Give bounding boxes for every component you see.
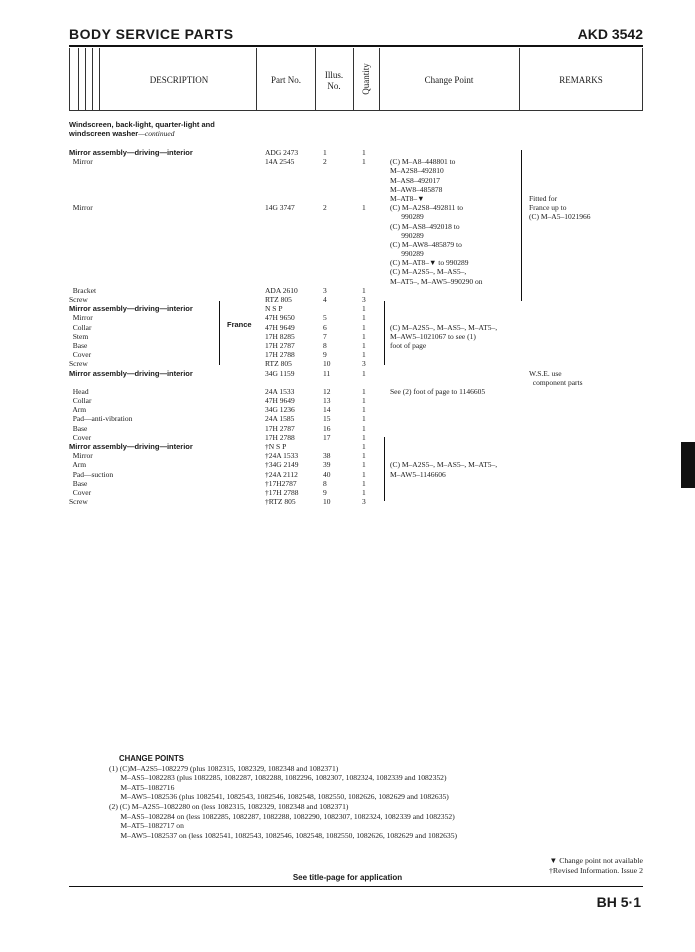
cell-il: 3 (323, 285, 327, 295)
cell-cp: See (2) foot of page to 1146605 (390, 386, 486, 396)
cell-rm: Fitted for (529, 193, 558, 203)
table-row (69, 378, 649, 387)
table-row (69, 350, 649, 359)
cell-rm: France up to (529, 203, 567, 213)
table-row (69, 470, 649, 479)
col-part-no: Part No. (271, 75, 301, 85)
cell-qt: 1 (362, 423, 366, 433)
change-point-line: M–AW5–1082537 on (less 1082541, 1082543, 1082546, 1082548, 1082550, 1082626, 1082629 and 1082635) (109, 830, 458, 840)
cell-qt: 1 (362, 442, 366, 451)
cell-il: 5 (323, 313, 327, 323)
table-row (69, 387, 649, 396)
cell-il: 14 (323, 405, 331, 415)
cell-il: 16 (323, 423, 331, 433)
table-row (69, 479, 649, 488)
cell-il: 15 (323, 414, 331, 424)
cell-qt: 1 (362, 432, 366, 442)
cell-rm: (C) M–A5–1021966 (529, 212, 591, 222)
cell-rm: W.S.E. use (529, 368, 562, 378)
cell-qt: 1 (362, 469, 366, 479)
col-quantity: Quantity (361, 63, 371, 95)
cell-il: 10 (323, 359, 331, 369)
table-row (69, 460, 649, 469)
cell-desc: Base (69, 478, 88, 488)
cell-qt: 1 (362, 460, 366, 470)
cell-desc: Cover (69, 432, 92, 442)
change-point-line: (1) (C)M–A2S5–1082279 (plus 1082315, 1082329, 1082348 and 1082371) (109, 763, 339, 773)
cell-il: 38 (323, 451, 331, 461)
cell-cp: (C) M–A2S5–, M–AS5–, (390, 267, 467, 277)
cell-desc: Cover (69, 487, 92, 497)
cell-il: 2 (323, 157, 327, 167)
column-header (69, 48, 643, 110)
cell-il: 11 (323, 368, 331, 378)
bracket-left (219, 301, 220, 365)
cell-cp: M–AW5–1146606 (390, 469, 446, 479)
table-row (69, 414, 649, 423)
cell-cp: (C) M–AS8–492018 to (390, 221, 460, 231)
cell-il: 4 (323, 295, 327, 304)
cell-qt: 1 (362, 148, 366, 157)
table-row (69, 267, 649, 276)
cell-desc: Mirror (69, 157, 93, 167)
cell-qt: 1 (362, 340, 366, 350)
table-row (69, 212, 649, 221)
cell-cp: (C) M–A2S8–492811 to (390, 203, 464, 213)
cell-desc: Screw (69, 295, 88, 304)
header-rule (69, 45, 643, 47)
cell-rm: component parts (529, 377, 583, 387)
table-row (69, 424, 649, 433)
cell-il: 12 (323, 386, 331, 396)
cell-desc: Head (69, 386, 89, 396)
table-row (69, 433, 649, 442)
cell-qt: 1 (362, 304, 366, 314)
cell-desc: Base (69, 340, 88, 350)
change-point-line: M–AT5–1082716 (109, 782, 175, 792)
cell-qt: 1 (362, 487, 366, 497)
cell-pn: †24A 1533 (265, 451, 299, 461)
bracket-france (521, 150, 522, 301)
cell-pn: RTZ 805 (265, 359, 292, 369)
cell-qt: 1 (362, 396, 366, 406)
parts-rows (69, 148, 649, 506)
cell-qt: 1 (362, 157, 366, 167)
section-title: Windscreen, back-light, quarter-light and (69, 120, 215, 129)
cell-cp: M–A2S8–492810 (390, 166, 444, 176)
cell-pn: N S P (265, 304, 283, 314)
cell-cp: (C) M–A2S5–, M–AS5–, M–AT5–, (390, 460, 498, 470)
cell-il: 17 (323, 432, 331, 442)
section-title-2: windscreen washer (69, 129, 139, 138)
footer-rule (69, 886, 643, 887)
table-row (69, 313, 649, 322)
table-row (69, 258, 649, 267)
cell-desc: Mirror assembly—driving—interior (69, 442, 193, 451)
cell-il: 9 (323, 487, 327, 497)
table-row (69, 323, 649, 332)
change-point-line: M–AT5–1082717 on (109, 821, 184, 831)
cell-cp: (C) M–A2S5–, M–AS5–, M–AT5–, (390, 322, 498, 332)
table-row (69, 396, 649, 405)
cell-pn: 17H 2788 (265, 432, 295, 442)
change-points-title: CHANGE POINTS (119, 754, 184, 763)
cell-qt: 1 (362, 478, 366, 488)
col-illus: Illus. (324, 70, 344, 80)
cell-pn: †17H2787 (265, 478, 297, 488)
table-row (69, 442, 649, 451)
table-row (69, 222, 649, 231)
cell-cp: (C) M–AW8–485879 to (390, 239, 462, 249)
footer-note: See title-page for application (292, 873, 403, 882)
table-row (69, 240, 649, 249)
cell-qt: 1 (362, 350, 366, 360)
cell-pn: 17H 8285 (265, 331, 295, 341)
cell-desc: Mirror assembly—driving—interior (69, 304, 193, 314)
table-row (69, 194, 649, 203)
table-row (69, 451, 649, 460)
cell-pn: 47H 9649 (265, 322, 295, 332)
cell-pn: 17H 2787 (265, 340, 295, 350)
change-points-lines (109, 764, 457, 841)
table-row (69, 231, 649, 240)
cell-cp: foot of page (390, 340, 427, 350)
cell-qt: 1 (362, 368, 366, 378)
cell-desc: Screw (69, 359, 88, 369)
cell-il: 8 (323, 340, 327, 350)
cell-il: 13 (323, 396, 331, 406)
table-row (69, 203, 649, 212)
col-change-point: Change Point (424, 75, 474, 85)
cell-desc: Collar (69, 322, 92, 332)
change-point-line: M–AW5–1082536 (plus 1082541, 1082543, 1082546, 1082548, 1082550, 1082626, 1082629 and 1082635) (109, 792, 449, 802)
cell-pn: 14A 2545 (265, 157, 295, 167)
cell-cp: 990289 (390, 230, 424, 240)
cell-desc: Base (69, 423, 88, 433)
cell-qt: 1 (362, 386, 366, 396)
parts-table (69, 120, 649, 506)
cell-cp: M–AT8–▼ (390, 193, 425, 203)
cell-pn: 34G 1236 (265, 405, 295, 415)
cell-cp: (C) M–AT8–▼ to 990289 (390, 258, 469, 268)
cell-pn: †17H 2788 (265, 487, 299, 497)
table-row (69, 249, 649, 258)
table-row (69, 488, 649, 497)
legend-line-1: ▼ Change point not available (549, 856, 643, 865)
cell-desc: Pad—suction (69, 469, 114, 479)
change-point-line: M–AS5–1082284 on (less 1082285, 1082287, 1082288, 1082290, 1082307, 1082324, 1082339 and 1082352) (109, 811, 455, 821)
cell-il: 40 (323, 469, 331, 479)
cell-qt: 1 (362, 313, 366, 323)
cell-cp: M–AW8–485878 (390, 184, 443, 194)
cell-pn: 47H 9649 (265, 396, 295, 406)
france-label: France (227, 320, 252, 329)
table-row (69, 295, 649, 304)
table-row (69, 166, 649, 175)
cell-pn: 24A 1585 (265, 414, 295, 424)
table-row (69, 304, 649, 313)
cell-desc: Mirror assembly—driving—interior (69, 148, 193, 157)
cell-qt: 1 (362, 405, 366, 415)
table-row (69, 176, 649, 185)
cell-qt: 3 (362, 497, 366, 507)
cell-qt: 1 (362, 451, 366, 461)
cell-qt: 3 (362, 295, 366, 304)
page-title: BODY SERVICE PARTS (69, 26, 234, 42)
table-row (69, 332, 649, 341)
cell-desc: Screw (69, 497, 88, 507)
page-number: BH 5·1 (596, 894, 641, 910)
cell-pn: 34G 1159 (265, 368, 295, 378)
cell-il: 9 (323, 350, 327, 360)
change-points (109, 754, 457, 840)
cell-pn: 17H 2788 (265, 350, 295, 360)
table-row (69, 286, 649, 295)
col-remarks: REMARKS (559, 75, 603, 85)
cell-desc: Mirror (69, 451, 93, 461)
cell-pn: RTZ 805 (265, 295, 292, 304)
section-heading (69, 120, 649, 138)
cell-il: 8 (323, 478, 327, 488)
cell-pn: 24A 1533 (265, 386, 295, 396)
cell-desc: Mirror (69, 203, 93, 213)
table-row (69, 185, 649, 194)
cell-il: 39 (323, 460, 331, 470)
cell-cp: M–AW5–1021067 to see (1) (390, 331, 476, 341)
cell-il: 6 (323, 322, 327, 332)
table-row (69, 277, 649, 286)
cell-qt: 1 (362, 203, 366, 213)
cell-qt: 3 (362, 359, 366, 369)
cell-pn: †24A 2112 (265, 469, 298, 479)
cell-pn: 14G 3747 (265, 203, 295, 213)
cell-pn: †N S P (265, 442, 287, 451)
change-point-line: M–AS5–1082283 (plus 1082285, 1082287, 1082288, 1082296, 1082307, 1082324, 1082339 and 1082352) (109, 773, 447, 783)
cell-il: 7 (323, 331, 327, 341)
cell-desc: Cover (69, 350, 92, 360)
change-point-line: (2) (C) M–A2S5–1082280 on (less 1082315, 1082329, 1082348 and 1082371) (109, 801, 349, 811)
bracket-mid-2 (384, 437, 385, 501)
col-description: DESCRIPTION (149, 75, 209, 85)
cell-desc: Pad—anti-vibration (69, 414, 133, 424)
cell-desc: Bracket (69, 285, 97, 295)
section-continued: —continued (138, 129, 175, 138)
table-row (69, 405, 649, 414)
table-row (69, 341, 649, 350)
cell-pn: †34G 2149 (265, 460, 299, 470)
cell-cp: (C) M–A8–448801 to (390, 157, 456, 167)
cell-cp: M–AS8–492017 (390, 175, 441, 185)
table-row (69, 369, 649, 378)
cell-cp: 990289 (390, 212, 424, 222)
table-row (69, 148, 649, 157)
cell-pn: ADA 2610 (265, 285, 298, 295)
cell-pn: 47H 9650 (265, 313, 295, 323)
cell-qt: 1 (362, 285, 366, 295)
cell-desc: Mirror (69, 313, 93, 323)
cell-il: 2 (323, 203, 327, 213)
cell-desc: Arm (69, 460, 87, 470)
table-row (69, 157, 649, 166)
cell-qt: 1 (362, 331, 366, 341)
cell-desc: Collar (69, 396, 92, 406)
cell-cp: 990289 (390, 249, 424, 259)
table-row (69, 497, 649, 506)
table-row (69, 359, 649, 368)
section-tab-marker (681, 442, 695, 488)
document-code: AKD 3542 (577, 26, 643, 42)
cell-il: 1 (323, 148, 327, 157)
cell-pn: 17H 2787 (265, 423, 295, 433)
cell-pn: ADG 2473 (265, 148, 299, 157)
col-illus-no: No. (327, 81, 341, 91)
cell-desc: Stem (69, 331, 89, 341)
cell-cp: M–AT5–, M–AW5–990290 on (390, 276, 483, 286)
cell-desc: Arm (69, 405, 87, 415)
legend-line-2: †Revised Information. Issue 2 (549, 865, 643, 875)
cell-pn: †RTZ 805 (265, 497, 296, 507)
column-header-rule (69, 110, 643, 111)
cell-desc: Mirror assembly—driving—interior (69, 368, 193, 378)
bracket-mid (384, 301, 385, 365)
cell-qt: 1 (362, 414, 366, 424)
cell-qt: 1 (362, 322, 366, 332)
cell-il: 10 (323, 497, 331, 507)
